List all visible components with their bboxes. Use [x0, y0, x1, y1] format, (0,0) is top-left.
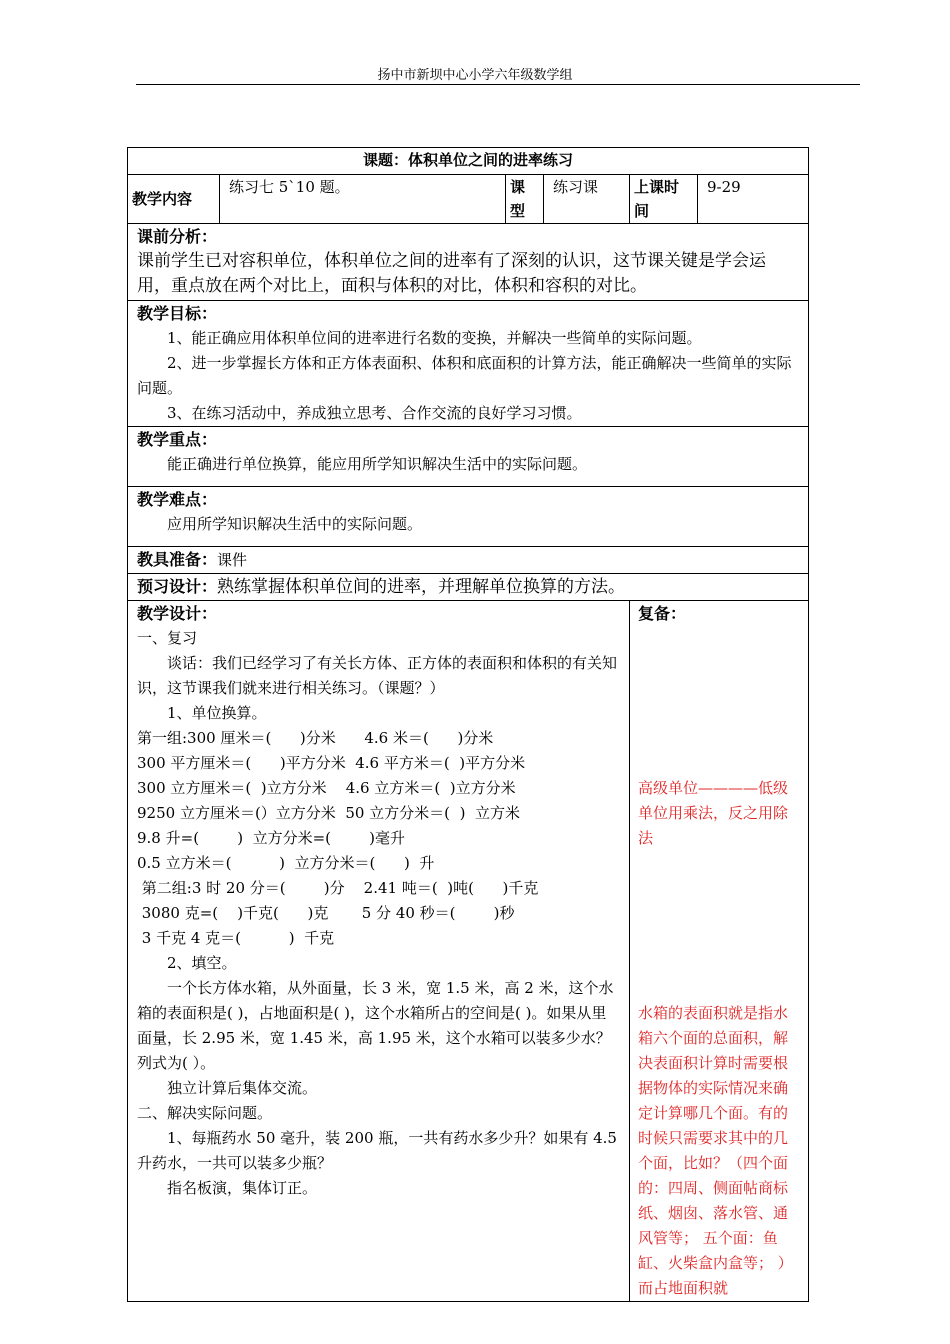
type-value: 练习课: [544, 175, 630, 224]
design-line: 2、填空。: [167, 954, 237, 972]
design-line: 第二组:3 时 20 分＝( )分 2.41 吨＝( )吨( )千克: [137, 879, 539, 897]
design-line: 3 千克 4 克＝( ) 千克: [137, 929, 335, 947]
objective-item: 2、进一步掌握长方体和正方体表面积、体积和底面积的计算方法，能正确解决一些简单的实际问题。: [137, 354, 792, 397]
design-line: 一、复习: [137, 629, 198, 647]
content-label: 教学内容: [128, 175, 220, 224]
design-line: 第一组:300 厘米＝( )分米 4.6 米＝( )分米: [137, 729, 494, 747]
design-line: 300 立方厘米＝( )立方分米 4.6 立方米＝( )立方分米: [137, 779, 516, 797]
time-value: 9-29: [698, 175, 809, 224]
lesson-plan-table: [127, 147, 809, 1302]
objective-item: 1、能正确应用体积单位间的进率进行名数的变换，并解决一些简单的实际问题。: [167, 329, 702, 347]
time-label: 上课时间: [630, 175, 698, 224]
keypoints-text: 能正确进行单位换算，能应用所学知识解决生活中的实际问题。: [167, 455, 588, 473]
review-note-units: 高级单位————低级单位用乘法，反之用除法: [638, 779, 789, 847]
design-line: 谈话：我们已经学习了有关长方体、正方体的表面积和体积的有关知识，这节课我们就来进行相关练习。（课题？）: [137, 654, 618, 697]
lesson-title: 课题：体积单位之间的进率练习: [128, 148, 809, 175]
design-line: 9.8 升=( ) 立方分米=( )毫升: [137, 829, 405, 847]
design-line: 0.5 立方米＝( ) 立方分米＝( ) 升: [137, 854, 435, 872]
difficulties-text: 应用所学知识解决生活中的实际问题。: [167, 515, 423, 533]
design-line: 指名板演，集体订正。: [167, 1179, 318, 1197]
preanalysis-label: 课前分析：: [137, 227, 218, 246]
page-header: 扬中市新坝中心小学六年级数学组: [377, 68, 573, 83]
design-line: 3080 克=( )千克( )克 5 分 40 秒＝( )秒: [137, 904, 515, 922]
review-label: 复备：: [638, 604, 687, 623]
tools-text: 课件: [217, 551, 248, 569]
preview-label: 预习设计：: [137, 577, 218, 596]
preanalysis-text: 课前学生已对容积单位，体积单位之间的进率有了深刻的认识，这节课关键是学会运用，重点放在两个对比上，面积与体积的对比，体积和容积的对比。: [137, 251, 766, 296]
difficulties-label: 教学难点：: [137, 490, 218, 509]
review-note-surface: 水箱的表面积就是指水箱六个面的总面积，解决表面积计算时需要根据物体的实际情况来确定计算哪几个面。有的时候只需要求其中的几个面，比如？（四个面的：四周、侧面帖商标纸、烟囱、落水管、通风管等； 五个面：鱼缸、火柴盒内盒等； ）而占地面积就: [638, 1004, 793, 1297]
design-line: 300 平方厘米＝( )平方分米 4.6 平方米＝( )平方分米: [137, 754, 526, 772]
design-label: 教学设计：: [137, 604, 218, 623]
keypoints-label: 教学重点：: [137, 430, 218, 449]
objective-item: 3、在练习活动中，养成独立思考、合作交流的良好学习习惯。: [167, 404, 582, 422]
design-line: 1、每瓶药水 50 毫升，装 200 瓶，一共有药水多少升？如果有 4.5 升药水，一共可以装多少瓶？: [137, 1129, 617, 1172]
type-label: 课型: [506, 175, 544, 224]
design-line: 9250 立方厘米＝(）立方分米 50 立方分米＝( ) 立方米: [137, 804, 520, 822]
objectives-label: 教学目标：: [137, 304, 218, 323]
design-line: 二、解决实际问题。: [137, 1104, 273, 1122]
preview-text: 熟练掌握体积单位间的进率，并理解单位换算的方法。: [217, 577, 626, 597]
design-line: 1、单位换算。: [167, 704, 267, 722]
header-rule: [136, 84, 860, 85]
content-value: 练习七 5`10 题。: [220, 175, 506, 224]
tools-label: 教具准备：: [137, 550, 218, 569]
design-line: 一个长方体水箱，从外面量，长 3 米，宽 1.5 米，高 2 米，这个水箱的表面积是( )，占地面积是( )，这个水箱所占的空间是( )。如果从里面量，长 2.95 米，宽 1.45 米，高 1.95 米，这个水箱可以装多少水？列式为( ）。: [137, 979, 614, 1072]
design-line: 独立计算后集体交流。: [167, 1079, 318, 1097]
